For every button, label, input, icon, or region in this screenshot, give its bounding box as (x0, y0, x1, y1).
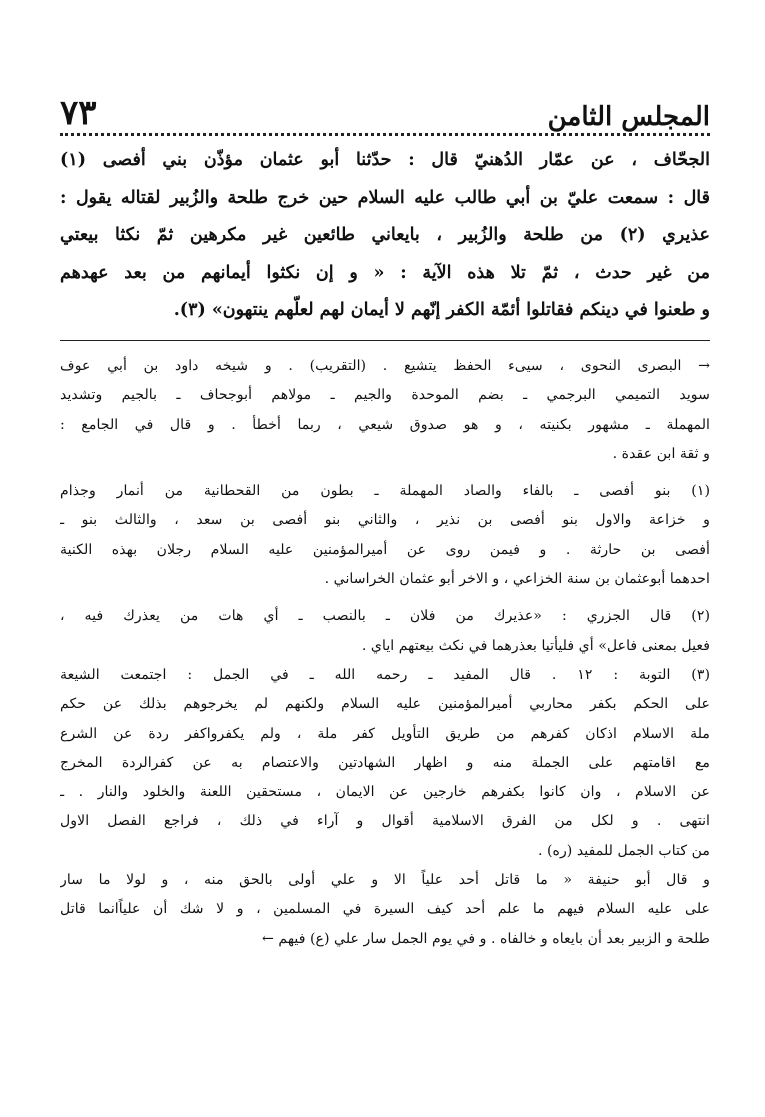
footnote-3-continued-line: على عليه السلام فيهم ما علم أحد كيف السيرة في المسلمين ، و لا شك أن علياًانما قاتل (60, 901, 710, 918)
footnote-2-line: فعيل بمعنى فاعل» أي فليأتيا بعذرهما في نكث بيعتهم اياي . (361, 637, 710, 654)
page-number: ٧٣ (60, 93, 97, 133)
footnote-1-line: احدهما أبوعثمان بن سنة الخزاعي ، و الاخر أبو عثمان الخراساني . (324, 571, 710, 588)
header-dotted-divider (60, 133, 710, 136)
footnote-3-continued-line: و قال أبو حنيفة « ما قاتل أحد علياً الا و علي أولى بالحق منه ، و لولا ما سار (60, 872, 710, 889)
footnote-1-line: أفصى بن حارثة . و فيمن روى عن أميرالمؤمنين عليه السلام رجلان بهذه الكنية (60, 541, 710, 558)
footnote-3-line: (٣) التوبة : ١٢ . قال المفيد ـ رحمه الله ـ في الجمل : اجتمعت الشيعة (60, 666, 710, 683)
footnote-divider (60, 340, 710, 341)
footnote-1-line: و خزاعة والاول بنو أفصى بن نذير ، والثاني بنو أفصى بن سعد ، والثالث بنو ـ (60, 512, 710, 529)
main-text (60, 142, 710, 330)
footnote-2-line: (٢) قال الجزري : «عذيرك من فلان ـ بالنصب ـ أي هات من يعذرك فيه ، (60, 608, 710, 625)
chapter-title: المجلس الثامن (547, 102, 710, 132)
footnote-3-line: على الحكم بكفر محاربي أميرالمؤمنين عليه السلام ولكنهم لم يخرجوهم بذلك عن حكم (60, 696, 710, 713)
footnote-continuation-line: المهملة ـ مشهور بكنيته ، و هو صدوق شيعي ، ربما أخطأ . و قال في الجامع : (60, 416, 710, 433)
main-text-line: و طعنوا في دينكم فقاتلوا أئمّة الكفر إنّهم لا أيمان لهم لعلّهم ينتهون» (٣). (173, 300, 710, 321)
footnote-continuation-line: → البصرى النحوى ، سيىء الحفظ يتشيع . (التقريب) . و شيخه داود بن أبي عوف (60, 358, 710, 374)
main-text-line: الجحّاف ، عن عمّار الدُهنيّ قال : حدّثنا أبو عثمان مؤذّن بني أفصى (١) (60, 150, 710, 170)
footnote-3-line: مع اقامتهم على الجملة منه و اظهار الشهادتين والاعتصام به عن كفرالردة المخرج (60, 754, 710, 771)
book-page (60, 0, 710, 1117)
footnote-1-line: (١) بنو أفصى ـ بالفاء والصاد المهملة ـ بطون من القحطانية من أنمار وجذام (60, 483, 710, 500)
main-text-line: من غير حدث ، ثمّ تلا هذه الآية : « و إن نكثوا أيمانهم من بعد عهدهم (60, 262, 710, 283)
footnote-3-line: ملة الاسلام اذكان كفرهم من طريق التأويل كفر ملة ، ولم يكفرواكفر ردة عن الشرع (60, 725, 710, 742)
footnote-3-line: من كتاب الجمل للمفيد (ره) . (537, 842, 710, 859)
footnote-3-line: انتهى . و لكل من الفرق الاسلامية أقوال و آراء في ذلك ، فراجع الفصل الاول (60, 813, 710, 830)
footnote-3-continued-line: طلحة و الزبير بعد أن بايعاه و خالفاه . و في يوم الجمل سار علي (ع) فيهم ← (262, 930, 710, 947)
main-text-line: عذيري (٢) من طلحة والزُبير ، بايعاني طائعين غير مكرهين ثمّ نكثا بيعتي (60, 225, 710, 246)
footnotes (60, 352, 710, 954)
page-header (60, 78, 710, 133)
main-text-line: قال : سمعت عليّ بن أبي طالب عليه السلام حين خرج طلحة والزُبير لقتاله يقول : (60, 187, 710, 208)
footnote-continuation-line: سويد التميمي البرجمي ـ بضم الموحدة والجيم ـ مولاهم أبوجحاف ـ بالجيم وتشديد (60, 387, 710, 404)
footnote-3-line: عن الاسلام ، وان كانوا بكفرهم خارجين عن الايمان ، مستحقين اللعنة والخلود والنار . ـ (60, 784, 710, 801)
footnote-continuation-line: و ثقة ابن عقدة . (612, 445, 710, 462)
